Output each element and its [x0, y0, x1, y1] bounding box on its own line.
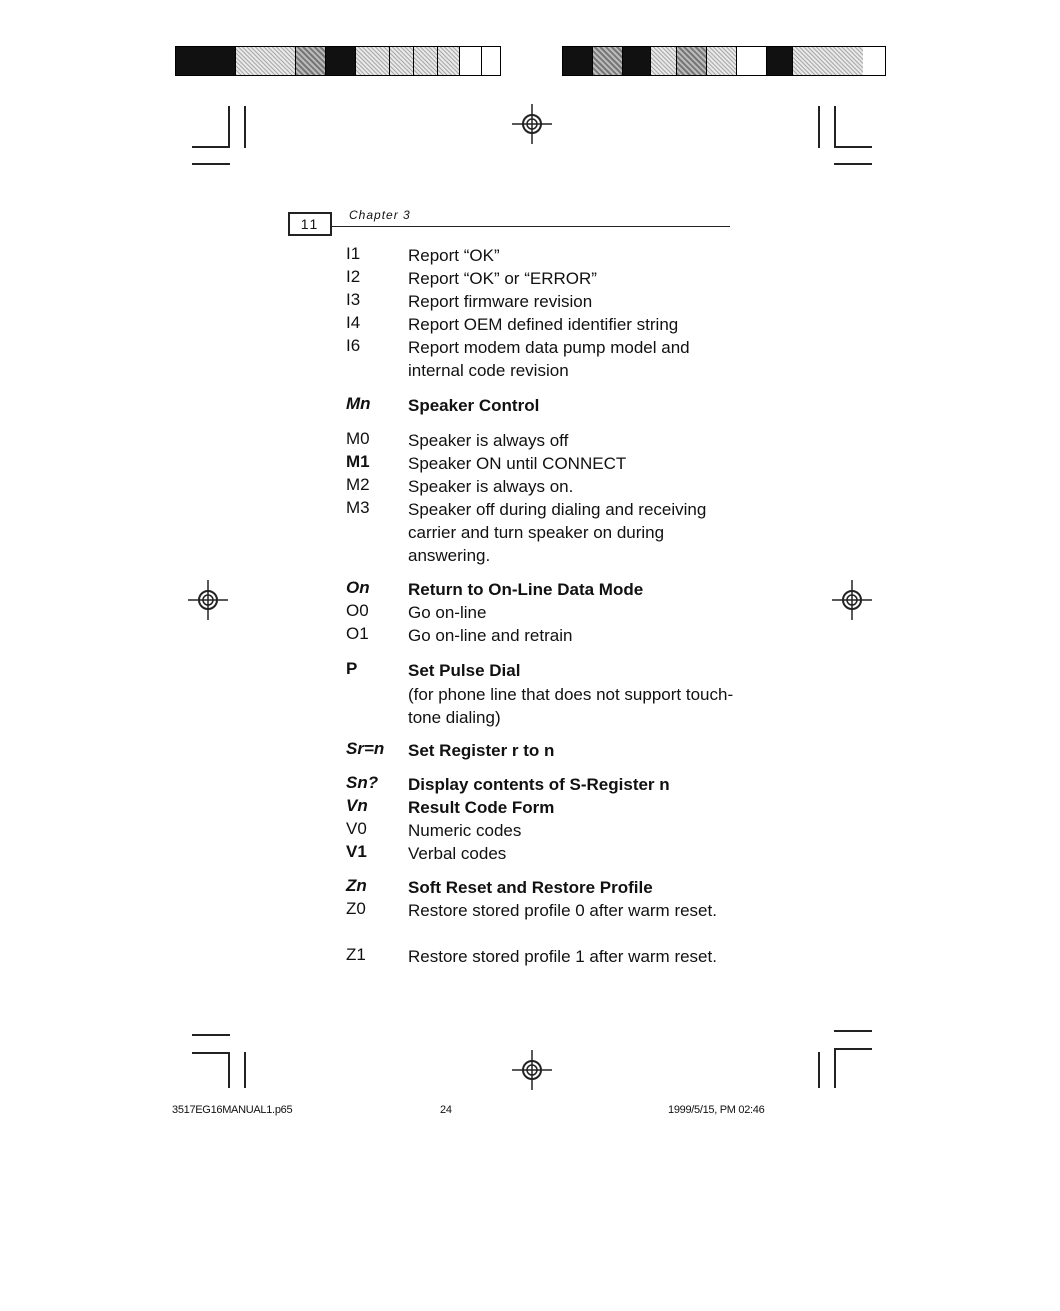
command-code: O0	[346, 601, 369, 620]
command-code: Mn	[346, 394, 371, 413]
crop-mark	[834, 146, 872, 148]
crop-mark	[192, 146, 230, 148]
page-number-box: 11	[288, 212, 332, 236]
command-description: Restore stored profile 0 after warm reset.	[408, 901, 717, 920]
command-code: Sr=n	[346, 739, 385, 758]
crop-mark	[834, 1048, 836, 1088]
command-code: V0	[346, 819, 367, 838]
command-title: Speaker Control	[408, 396, 540, 415]
command-code: M3	[346, 498, 370, 517]
command-title: Return to On-Line Data Mode	[408, 580, 644, 599]
command-title: Set Pulse Dial	[408, 661, 521, 680]
crop-mark	[192, 163, 230, 165]
command-description: (for phone line that does not support touch-tone dialing)	[408, 685, 734, 727]
command-description: Speaker ON until CONNECT	[408, 454, 627, 473]
command-code: Sn?	[346, 773, 379, 792]
command-description: Verbal codes	[408, 844, 507, 863]
header-rule	[332, 226, 730, 227]
command-code: I4	[346, 313, 361, 332]
command-description: Go on-line	[408, 603, 487, 622]
command-description: Report modem data pump model and internal code revision	[408, 338, 690, 380]
command-code: M1	[346, 452, 370, 471]
command-code: P	[346, 659, 358, 678]
command-description: Report OEM defined identifier string	[408, 315, 679, 334]
crop-mark	[834, 1048, 872, 1050]
command-code: I2	[346, 267, 361, 286]
command-code: M0	[346, 429, 370, 448]
crop-mark	[834, 163, 872, 165]
color-calibration-bar-left	[175, 46, 501, 76]
command-description: Numeric codes	[408, 821, 522, 840]
crop-mark	[244, 1052, 246, 1088]
registration-target-icon	[832, 580, 872, 620]
registration-target-icon	[512, 104, 552, 144]
footer-page-number: 24	[440, 1104, 452, 1116]
command-description: Speaker is always on.	[408, 477, 574, 496]
registration-target-icon	[512, 1050, 552, 1090]
command-code: Z1	[346, 945, 366, 964]
color-calibration-bar-right	[562, 46, 886, 76]
crop-mark	[192, 1052, 230, 1054]
crop-mark	[818, 1052, 820, 1088]
crop-mark	[192, 1034, 230, 1036]
command-code: M2	[346, 475, 370, 494]
footer-filename: 3517EG16MANUAL1.p65	[172, 1104, 293, 1116]
command-code: O1	[346, 624, 369, 643]
command-description: Restore stored profile 1 after warm reset.	[408, 947, 717, 966]
command-title: Result Code Form	[408, 798, 555, 817]
command-code: I1	[346, 244, 361, 263]
crop-mark	[834, 1030, 872, 1032]
crop-mark	[244, 106, 246, 148]
command-code: Vn	[346, 796, 368, 815]
command-description: Speaker is always off	[408, 431, 569, 450]
command-title: Display contents of S-Register n	[408, 775, 670, 794]
command-code: I6	[346, 336, 361, 355]
command-description: Report “OK” or “ERROR”	[408, 269, 597, 288]
chapter-heading: Chapter 3	[349, 208, 411, 222]
command-code: On	[346, 578, 370, 597]
command-code: Zn	[346, 876, 367, 895]
footer-timestamp: 1999/5/15, PM 02:46	[668, 1104, 765, 1116]
crop-mark	[228, 1052, 230, 1088]
command-description: Report “OK”	[408, 246, 500, 265]
registration-target-icon	[188, 580, 228, 620]
command-code: I3	[346, 290, 361, 309]
command-title: Soft Reset and Restore Profile	[408, 878, 653, 897]
command-description: Report firmware revision	[408, 292, 593, 311]
command-code: Z0	[346, 899, 366, 918]
command-description: Go on-line and retrain	[408, 626, 573, 645]
command-title: Set Register r to n	[408, 741, 555, 760]
command-description: Speaker off during dialing and receiving carrier and turn speaker on during answering.	[408, 500, 707, 565]
crop-mark	[228, 106, 230, 148]
command-code: V1	[346, 842, 367, 861]
crop-mark	[834, 106, 836, 148]
crop-mark	[818, 106, 820, 148]
